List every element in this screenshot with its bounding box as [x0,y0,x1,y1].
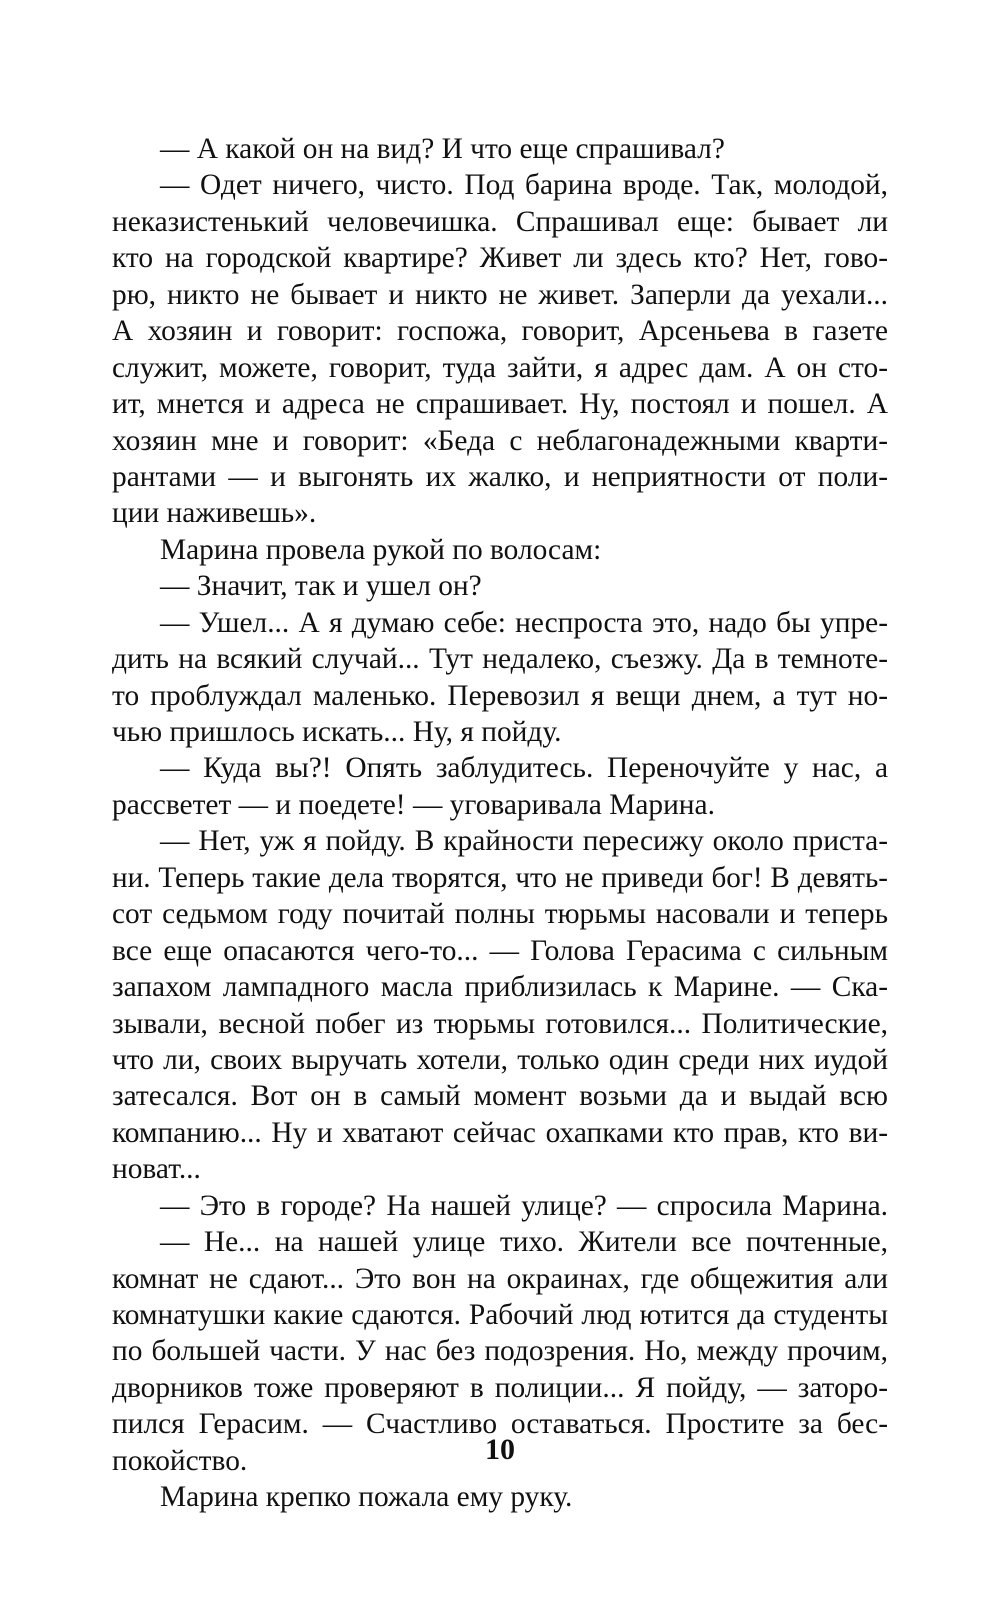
text-line: покойство. [112,1444,248,1477]
text-line: дить на всякий случай... Тут недалеко, съезжу. Да в темноте- [112,643,888,676]
text-line: А хозяин и говорит: госпожа, говорит, Арсеньева в газете [112,315,888,348]
text-line: чью пришлось искать... Ну, я пойду. [112,716,562,748]
text-line: что ли, своих выручать хотели, только один среди них иудой [112,1043,888,1076]
text-line: новат... [112,1153,201,1186]
text-line: то проблуждал маленько. Перевозил я вещи днем, а тут но- [112,679,888,712]
text-line: все еще опасаются чего-то... — Голова Герасима с сильным [112,934,888,967]
text-line: — Не... на нашей улице тихо. Жители все почтенные, [160,1226,888,1259]
text-line: — Куда вы?! Опять заблудитесь. Переночуйте у нас, а [160,752,888,785]
text-line: хозяин мне и говорит: «Беда с неблагонадежными кварти- [112,424,888,457]
text-line: — Значит, так и ушел он? [160,570,482,603]
page-number: 10 [485,1433,515,1466]
text-line: рю, никто не бывает и никто не живет. Заперли да уехали... [112,278,888,311]
text-line: кто на городской квартире? Живет ли здесь кто? Нет, гово- [112,242,888,275]
text-line: Марина провела рукой по волосам: [160,533,602,566]
text-line: ции наживешь». [112,497,317,530]
text-line: сот седьмом году почитай полны тюрьмы насовали и теперь [112,898,888,931]
text-line: Марина крепко пожала ему руку. [160,1481,573,1514]
text-line: — Нет, уж я пойду. В крайности пересижу около приста- [160,825,888,858]
text-line: неказистенький человечишка. Спрашивал еще: бывает ли [112,205,888,238]
text-line: — Одет ничего, чисто. Под барина вроде. Так, молодой, [160,169,888,202]
text-line: компанию... Ну и хватают сейчас охапками кто прав, кто ви- [112,1116,888,1149]
text-line: ит, мнется и адреса не спрашивает. Ну, постоял и пошел. А [112,388,888,421]
text-line: комнатушки какие сдаются. Рабочий люд ютится да студенты [112,1299,888,1331]
text-line: ни. Теперь такие дела творятся, что не приведи бог! В девять- [112,861,888,894]
text-line: — Это в городе? На нашей улице? — спросила Марина. [160,1189,888,1222]
text-line: затесался. Вот он в самый момент возьми да и выдай всю [112,1080,888,1113]
text-line: пился Герасим. — Счастливо оставаться. Простите за бес- [112,1408,888,1441]
text-line: служит, можете, говорит, туда зайти, я адрес дам. А он сто- [112,351,888,384]
text-line: комнат не сдают... Это вон на окраинах, где общежития али [112,1262,888,1295]
text-line: зывали, весной побег из тюрьмы готовился... Политические, [112,1007,888,1040]
page-body-text [112,131,888,1516]
text-line: рантами — и выгонять их жалко, и неприятности от поли- [112,460,888,493]
text-line: — А какой он на вид? И что еще спрашивал? [160,133,725,165]
text-line: дворников тоже проверяют в полиции... Я пойду, — заторо- [112,1371,888,1404]
text-line: рассветет — и поедете! — уговаривала Марина. [112,788,715,821]
text-line: — Ушел... А я думаю себе: неспроста это, надо бы упре- [160,606,888,639]
text-line: по большей части. У нас без подозрения. Но, между прочим, [112,1335,888,1368]
text-line: запахом лампадного масла приблизилась к Марине. — Ска- [112,971,888,1004]
